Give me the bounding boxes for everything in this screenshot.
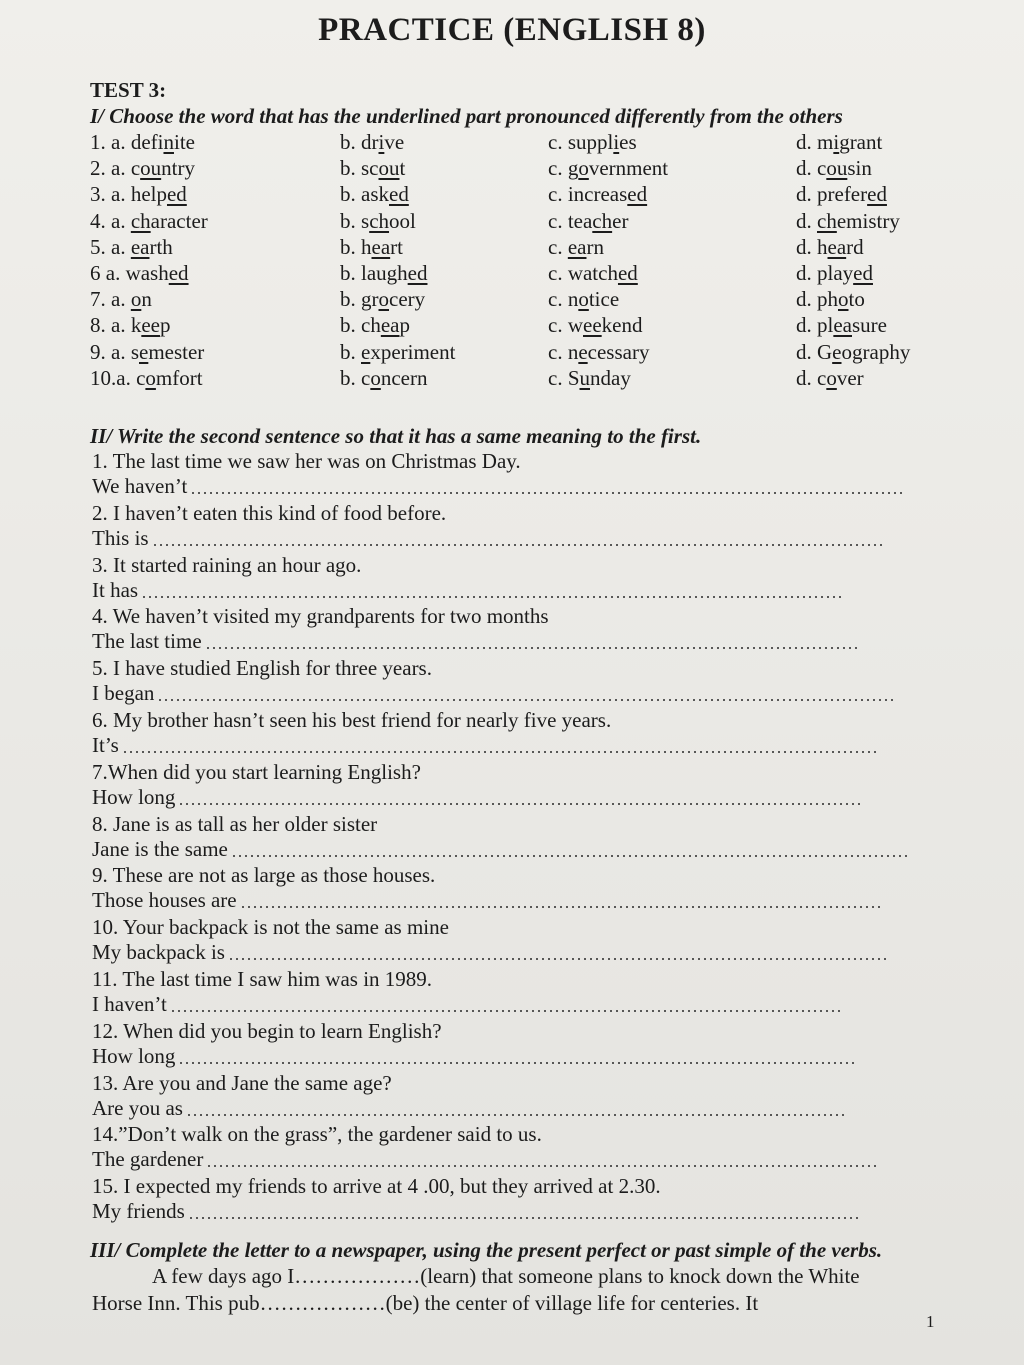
option-text: ntry — [161, 156, 195, 181]
underlined-part: ed — [407, 261, 428, 285]
option-text: b. — [340, 339, 361, 364]
underlined-part: ea — [130, 234, 150, 259]
underlined-part: o — [826, 365, 837, 390]
option-b[interactable] — [340, 340, 455, 365]
rewrite-question: 2. I haven’t eaten this kind of food before. — [92, 500, 447, 525]
option-c[interactable] — [548, 287, 619, 312]
rewrite-question: 1. The last time we saw her was on Christmas Day. — [92, 449, 521, 473]
option-text: b. h — [340, 234, 372, 259]
rewrite-answer-prompt: I began — [92, 681, 155, 706]
option-text: d. c — [796, 156, 827, 181]
option-text: c. S — [548, 365, 580, 390]
option-text: 10.a. c — [90, 365, 146, 390]
option-b[interactable] — [340, 313, 410, 338]
rewrite-question: 9. These are not as large as those houses. — [92, 863, 436, 888]
underlined-part: o — [370, 365, 381, 390]
underlined-part: ea — [371, 234, 391, 259]
option-c[interactable] — [548, 261, 638, 286]
section1-heading: I/ Choose the word that has the underlined part pronounced differently from the others — [90, 104, 843, 128]
rewrite-answer-prompt: Jane is the same — [92, 836, 228, 861]
page-title: PRACTICE (ENGLISH 8) — [318, 12, 706, 48]
rewrite-question: 12. When did you begin to learn English? — [92, 1018, 442, 1043]
underlined-part: ed — [168, 261, 189, 285]
option-c[interactable] — [548, 313, 642, 338]
option-d[interactable] — [796, 235, 864, 260]
section3-heading: III/ Complete the letter to a newspaper, using the present perfect or past simple of the verbs. — [90, 1238, 883, 1262]
underlined-part: ee — [583, 313, 602, 338]
option-text: d. h — [796, 234, 828, 259]
underlined-part: ea — [833, 313, 852, 338]
underlined-part: o — [145, 365, 156, 390]
rewrite-question: 15. I expected my friends to arrive at 4 .00, but they arrived at 2.30. — [92, 1174, 661, 1199]
letter-line-2 — [92, 1291, 758, 1316]
rewrite-question: 4. We haven’t visited my grandparents for two months — [92, 604, 549, 629]
page-number: 1 — [926, 1312, 935, 1331]
option-b[interactable] — [340, 287, 425, 312]
option-c[interactable] — [548, 366, 631, 391]
underlined-part: i — [833, 130, 840, 154]
answer-line[interactable] — [141, 596, 844, 598]
answer-line[interactable] — [205, 647, 858, 649]
option-text: d. play — [796, 261, 854, 285]
option-text: t — [399, 156, 406, 181]
option-text: b. s — [340, 208, 370, 233]
answer-line[interactable] — [240, 906, 880, 908]
option-text: c. — [548, 234, 568, 259]
option-a[interactable] — [90, 235, 173, 260]
answer-line[interactable] — [188, 1217, 862, 1219]
option-a[interactable] — [90, 156, 195, 181]
option-text: 7. a. — [90, 287, 131, 312]
option-d[interactable] — [796, 366, 864, 391]
pronunciation-item — [0, 366, 1024, 392]
underlined-part: ed — [166, 182, 187, 207]
option-d[interactable] — [796, 182, 887, 207]
option-text: 4. a. — [90, 208, 131, 233]
option-text: mester — [148, 339, 205, 364]
underlined-part: o — [578, 156, 589, 181]
option-text: cery — [389, 287, 426, 312]
answer-line[interactable] — [178, 803, 862, 805]
option-a[interactable] — [90, 313, 170, 338]
underlined-part: ou — [378, 156, 400, 181]
rewrite-answer-prompt: The last time — [92, 629, 202, 654]
option-d[interactable] — [796, 340, 910, 365]
option-text: grant — [839, 130, 883, 154]
rewrite-question: 8. Jane is as tall as her older sister — [92, 811, 378, 836]
option-d[interactable] — [796, 209, 900, 234]
rewrite-answer-prompt: I haven’t — [92, 992, 167, 1016]
letter-text: (learn) that someone plans to knock down the White — [420, 1264, 860, 1288]
answer-line[interactable] — [170, 1010, 840, 1012]
underlined-part: e — [832, 339, 842, 364]
pronunciation-item — [0, 182, 1024, 208]
option-text: 8. a. k — [90, 313, 142, 338]
option-text: d. m — [796, 130, 834, 154]
option-text: d. c — [796, 365, 827, 390]
underlined-part: ea — [827, 234, 847, 259]
letter-text: (be) the center of village life for centeries. It — [385, 1291, 759, 1315]
option-text: 2. a. c — [90, 156, 141, 181]
rewrite-answer-prompt: This is — [92, 525, 149, 550]
option-d[interactable] — [796, 313, 887, 338]
option-a[interactable] — [90, 182, 187, 207]
underlined-part: ee — [141, 313, 160, 338]
option-text: c. n — [548, 339, 579, 364]
answer-line[interactable] — [178, 1062, 856, 1064]
option-b[interactable] — [340, 235, 403, 260]
option-c[interactable] — [548, 156, 668, 181]
underlined-part: i — [378, 130, 385, 154]
option-text: er — [612, 208, 629, 233]
rewrite-question: 14.”Don’t walk on the grass”, the gardener said to us. — [92, 1122, 542, 1147]
underlined-part: ch — [130, 208, 151, 233]
option-b[interactable] — [340, 366, 427, 391]
option-text: b. c — [340, 365, 371, 390]
option-text: d. G — [796, 339, 833, 364]
option-text: c. tea — [548, 208, 593, 233]
option-text: nday — [590, 365, 631, 390]
option-text: c. n — [548, 287, 579, 312]
option-text: vernment — [588, 156, 669, 181]
pronunciation-item — [0, 156, 1024, 182]
option-a[interactable] — [90, 209, 208, 234]
underlined-part: e — [139, 339, 149, 364]
rewrite-answer-prompt: We haven’t — [92, 474, 188, 498]
rewrite-question: 7.When did you start learning English? — [92, 759, 421, 784]
option-text: c. w — [548, 313, 583, 338]
underlined-part: ou — [140, 156, 162, 181]
option-c[interactable] — [548, 235, 604, 260]
option-a[interactable] — [90, 340, 204, 365]
underlined-part: ed — [627, 182, 648, 207]
pronunciation-item — [0, 313, 1024, 339]
option-text: b. sc — [340, 156, 379, 181]
option-text: ography — [841, 339, 911, 364]
option-text: cessary — [587, 339, 650, 364]
option-b[interactable] — [340, 130, 404, 155]
option-text: 6 a. wash — [90, 261, 169, 285]
option-c[interactable] — [548, 340, 649, 365]
option-a[interactable] — [90, 287, 152, 312]
answer-line[interactable] — [228, 958, 890, 960]
rewrite-answer-prompt: It’s — [92, 733, 119, 757]
letter-text: A few days ago I — [152, 1264, 295, 1288]
underlined-part: ed — [853, 261, 873, 285]
rewrite-question: 3. It started raining an hour ago. — [92, 552, 362, 577]
option-text: 5. a. — [90, 234, 131, 259]
option-text: b. laugh — [340, 261, 408, 285]
option-text: es — [619, 130, 637, 154]
option-text: ncern — [380, 365, 428, 390]
underlined-part: o — [378, 287, 389, 312]
rewrite-question: 5. I have studied English for three years. — [92, 656, 432, 681]
underlined-part: ed — [617, 261, 638, 285]
rewrite-answer-prompt: Are you as — [92, 1095, 183, 1120]
option-text: n — [141, 287, 152, 312]
option-text: b. gr — [340, 287, 379, 312]
answer-line[interactable] — [122, 751, 880, 753]
pronunciation-item — [0, 287, 1024, 313]
option-b[interactable] — [340, 209, 416, 234]
answer-line[interactable] — [157, 699, 895, 701]
option-text: p — [159, 313, 171, 338]
option-a[interactable] — [90, 261, 189, 286]
option-text: b. dr — [340, 130, 379, 154]
option-c[interactable] — [548, 130, 637, 155]
underlined-part: n — [163, 130, 174, 154]
option-c[interactable] — [548, 209, 628, 234]
option-text: d. ph — [796, 287, 838, 312]
option-text: rth — [149, 234, 173, 259]
underlined-part: o — [578, 287, 589, 312]
section2-heading: II/ Write the second sentence so that it has a same meaning to the first. — [90, 424, 702, 448]
option-text: c. increas — [548, 182, 628, 207]
option-c[interactable] — [548, 182, 647, 207]
option-text: kend — [601, 313, 643, 338]
rewrite-question: 13. Are you and Jane the same age? — [92, 1070, 392, 1095]
answer-line[interactable] — [186, 1114, 848, 1116]
option-text: b. ch — [340, 313, 381, 338]
option-text: 9. a. s — [90, 339, 139, 364]
option-d[interactable] — [796, 261, 873, 286]
underlined-part: e — [578, 339, 588, 364]
rewrite-answer-prompt: How long — [92, 784, 176, 809]
option-text: c. suppl — [548, 130, 614, 154]
underlined-part: ch — [592, 208, 613, 233]
rewrite-answer-prompt: My friends — [92, 1199, 185, 1224]
option-d[interactable] — [796, 130, 882, 155]
option-text: to — [848, 287, 865, 312]
option-text: aracter — [150, 208, 208, 233]
underlined-part: i — [613, 130, 620, 154]
option-text: tice — [588, 287, 620, 312]
option-text: sin — [847, 156, 872, 181]
option-text: d. pl — [796, 313, 834, 338]
pronunciation-item — [0, 340, 1024, 366]
rewrite-answer-prompt: It has — [92, 577, 139, 602]
underlined-part: ed — [389, 182, 409, 207]
underlined-part: ea — [567, 234, 587, 259]
pronunciation-item — [0, 209, 1024, 235]
option-a[interactable] — [90, 366, 203, 391]
rewrite-answer-prompt: Those houses are — [92, 888, 237, 913]
letter-blank[interactable]: ……………… — [294, 1264, 421, 1288]
option-text: ite — [173, 130, 195, 154]
underlined-part: ea — [380, 313, 400, 338]
option-text: rd — [846, 234, 864, 259]
option-b[interactable] — [340, 156, 405, 181]
pronunciation-item — [0, 261, 1024, 287]
pronunciation-item — [0, 235, 1024, 261]
underlined-part: o — [130, 287, 142, 312]
option-text: 3. a. help — [90, 182, 167, 207]
rewrite-question: 11. The last time I saw him was in 1989. — [92, 967, 433, 991]
rewrite-answer-prompt: How long — [92, 1043, 176, 1068]
rewrite-question: 6. My brother hasn’t seen his best friend for nearly five years. — [92, 708, 612, 732]
underlined-part: e — [361, 339, 371, 364]
option-b[interactable] — [340, 261, 427, 286]
option-text: rt — [390, 234, 403, 259]
answer-line[interactable] — [190, 492, 905, 494]
underlined-part: u — [579, 365, 590, 390]
option-text: ver — [836, 365, 864, 390]
letter-blank[interactable]: ……………… — [259, 1291, 386, 1315]
answer-line[interactable] — [206, 1165, 876, 1167]
option-text: c. g — [548, 156, 579, 181]
option-text: ool — [389, 208, 416, 233]
option-text: 1. a. defi — [90, 130, 164, 154]
underlined-part: o — [838, 287, 849, 312]
option-d[interactable] — [796, 287, 865, 312]
option-text: mfort — [155, 365, 203, 390]
underlined-part: ch — [817, 208, 837, 233]
test-label: TEST 3: — [90, 78, 167, 102]
answer-line[interactable] — [152, 544, 882, 546]
option-d[interactable] — [796, 156, 872, 181]
rewrite-question: 10. Your backpack is not the same as mine — [92, 915, 449, 940]
option-text: xperiment — [370, 339, 456, 364]
underlined-part: ch — [369, 208, 390, 233]
option-b[interactable] — [340, 182, 409, 207]
option-text: d. — [796, 208, 817, 233]
answer-line[interactable] — [231, 855, 910, 857]
option-text: d. prefer — [796, 182, 868, 207]
option-a[interactable] — [90, 130, 195, 155]
option-text: b. ask — [340, 182, 389, 207]
option-text: c. watch — [548, 261, 618, 285]
option-text: emistry — [836, 208, 900, 233]
rewrite-answer-prompt: My backpack is — [92, 940, 225, 965]
underlined-part: ed — [867, 182, 887, 207]
option-text: rn — [586, 234, 604, 259]
letter-text: Horse Inn. This pub — [92, 1291, 260, 1315]
underlined-part: ou — [826, 156, 848, 181]
option-text: p — [399, 313, 410, 338]
rewrite-answer-prompt: The gardener — [92, 1147, 204, 1172]
option-text: ve — [384, 130, 405, 154]
option-text: sure — [852, 313, 887, 338]
pronunciation-item — [0, 130, 1024, 156]
letter-line-1 — [152, 1264, 860, 1289]
